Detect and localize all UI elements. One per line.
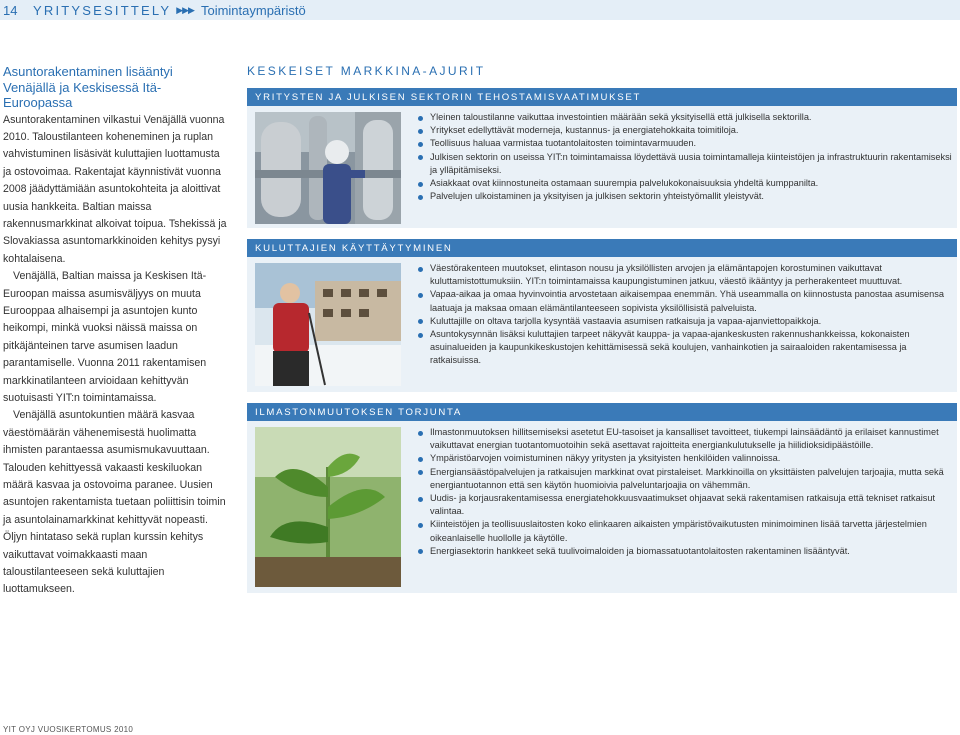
left-column bbox=[3, 64, 229, 599]
panel-efficiency bbox=[247, 88, 957, 228]
panel-body bbox=[247, 106, 957, 228]
industrial-worker-photo bbox=[255, 112, 401, 224]
list-item: Teollisuus haluaa varmistaa tuotantolaitosten toimintavarmuuden. bbox=[417, 137, 952, 150]
list-item: Vapaa-aikaa ja omaa hyvinvointia arvostetaan aikaisempaa enemmän. Yhä useammalla on kiinnostusta panostaa asumisensa laatuaja ja maksaa omaan elämäntilanteeseen sopivista yksilöllisistä palveluista. bbox=[417, 288, 952, 314]
bullet-list bbox=[417, 262, 952, 368]
panel-climate bbox=[247, 403, 957, 593]
list-item: Kuluttajille on oltava tarjolla kysyntää vastaavia asumisen ratkaisuja ja vapaa-ajanviettopaikkoja. bbox=[417, 315, 952, 328]
panel-title: YRITYSTEN JA JULKISEN SEKTORIN TEHOSTAMISVAATIMUKSET bbox=[247, 88, 957, 106]
left-paragraph: Venäjällä, Baltian maissa ja Keskisen Itä-Euroopan maissa asumisväljyys on muuta Eurooppaa alhaisempi ja asuntojen kunto heikompi, minkä vuoksi näissä maissa on pitkäjänteinen tarve asumisen laadun parantamiselle. Vuonna 2011 rakentamisen markkinatilanteen arvioidaan kehittyvän suotuisasti YIT:n toimintamaissa. bbox=[3, 270, 207, 404]
list-item: Asuntokysynnän lisäksi kuluttajien tarpeet näkyvät kauppa- ja vapaa-ajankeskusten rakennushankkeissa, kokonaisten asuinalueiden ja kaupunkikeskustojen kehittämisessä sekä koulujen, vanhainkotien ja sairaaloiden rakentamisessa ja ratkaisuissa. bbox=[417, 328, 952, 368]
list-item: Julkisen sektorin on useissa YIT:n toimintamaissa löydettävä uusia toimintamalleja kiinteistöjen ja infrastruktuurin rakentamiseksi ja ylläpitämiseksi. bbox=[417, 151, 952, 177]
arrow-icon: ▶▶▶ bbox=[176, 4, 194, 15]
list-item: Väestörakenteen muutokset, elintason nousu ja yksilöllisten arvojen ja elämäntapojen korostuminen vaikuttavat kuluttamistottumuksiin. YIT:n toimintamaissa kaupungistuminen jatkuu, väestö ikääntyy ja perherakenteet muuttuvat. bbox=[417, 262, 952, 288]
list-item: Kiinteistöjen ja teollisuuslaitosten koko elinkaaren aikaisten ympäristövaikutusten minimoiminen lisää tarvetta järjestelmien oikeanlaiselle huollolle ja käytölle. bbox=[417, 518, 952, 544]
left-heading: Asuntorakentaminen lisääntyi Venäjällä ja Keskisessä Itä-Euroopassa bbox=[3, 64, 173, 110]
list-item: Asiakkaat ovat kiinnostuneita ostamaan suurempia palvelukokonaisuuksia yhdeltä kumppanilta. bbox=[417, 177, 952, 190]
page-header bbox=[0, 0, 960, 20]
bullet-list bbox=[417, 111, 952, 203]
list-item: Yritykset edellyttävät moderneja, kustannus- ja energiatehokkaita toimitiloja. bbox=[417, 124, 952, 137]
bullet-list bbox=[417, 426, 952, 558]
page-number: 14 bbox=[3, 2, 18, 18]
list-item: Ilmastonmuutoksen hillitsemiseksi asetetut EU-tasoiset ja kansalliset tavoitteet, tiukempi lainsäädäntö ja erilaiset kannustimet vaikuttavat energian tuotantomuotoihin sekä asettavat rajoitteita energiankulutukselle ja hiilidioksidipäästöille. bbox=[417, 426, 952, 452]
panel-title: ILMASTONMUUTOKSEN TORJUNTA bbox=[247, 403, 957, 421]
drivers-heading-wrap bbox=[247, 64, 957, 84]
page-footer: YIT OYJ VUOSIKERTOMUS 2010 bbox=[3, 725, 134, 734]
list-item: Energiasektorin hankkeet sekä tuulivoimaloiden ja biomassatuotantolaitosten rakentaminen lisääntyvät. bbox=[417, 545, 952, 558]
panel-consumers bbox=[247, 239, 957, 392]
list-item: Palvelujen ulkoistaminen ja yksityisen ja julkisen sektorin yhteistyömallit yleistyvät. bbox=[417, 190, 952, 203]
drivers-heading: KESKEISET MARKKINA-AJURIT bbox=[247, 64, 486, 78]
skier-photo bbox=[255, 263, 401, 386]
panel-body bbox=[247, 421, 957, 593]
subsection-title: Toimintaympäristö bbox=[200, 2, 306, 18]
plant-photo bbox=[255, 427, 401, 587]
list-item: Energiansäästöpalvelujen ja ratkaisujen markkinat ovat pirstaleiset. Markkinoilla on yksittäisten palvelujen tarjoajia, mutta sekä energiantuotannon että sen käytön huomioivia palveluntarjoajia on vähemmän. bbox=[417, 466, 952, 492]
left-paragraph: Venäjällä asuntokuntien määrä kasvaa väestömäärän vähenemisestä huolimatta ihmisten parantaessa asumismukavuuttaan. Talouden kehittyessä vakaasti keskiluokan määrä kasvaa ja ostovoima paranee. Uusien asuntojen rakentamista tuetaan poliittisin toimin ja asuntolainamarkkinat kehittyvät nopeasti. Öljyn hintataso sekä ruplan kurssin kehitys vaikuttavat voimakkaasti maan taloustilanteeseen sekä kuluttajien luottamukseen. bbox=[3, 409, 226, 596]
section-title: YRITYSESITTELY bbox=[33, 2, 172, 18]
list-item: Uudis- ja korjausrakentamisessa energiatehokkuusvaatimukset ohjaavat sekä rakentamisen ratkaisuja että tekniset ratkaisut valintaa. bbox=[417, 492, 952, 518]
panel-body bbox=[247, 257, 957, 392]
list-item: Ympäristöarvojen voimistuminen näkyy yritysten ja yksityisten henkilöiden valinnoissa. bbox=[417, 452, 952, 465]
list-item: Yleinen taloustilanne vaikuttaa investointien määrään sekä yksityisellä että julkisella sektorilla. bbox=[417, 111, 952, 124]
panel-title: KULUTTAJIEN KÄYTTÄYTYMINEN bbox=[247, 239, 957, 257]
left-paragraph: Asuntorakentaminen vilkastui Venäjällä vuonna 2010. Taloustilanteen koheneminen ja ruplan vahvistuminen lisäsivät kuluttajien luottamusta ja ostovoimaa. Rakentajat käynnistivät vuonna 2008 jäädyttämiään asuntokohteita ja aloittivat uusia hankkeita. Baltian maissa rakennusmarkkinat alkoivat toipua. Tshekissä ja Slovakiassa asuntomarkkinoiden kehitys pysyi kohtalaisena. bbox=[3, 113, 227, 265]
